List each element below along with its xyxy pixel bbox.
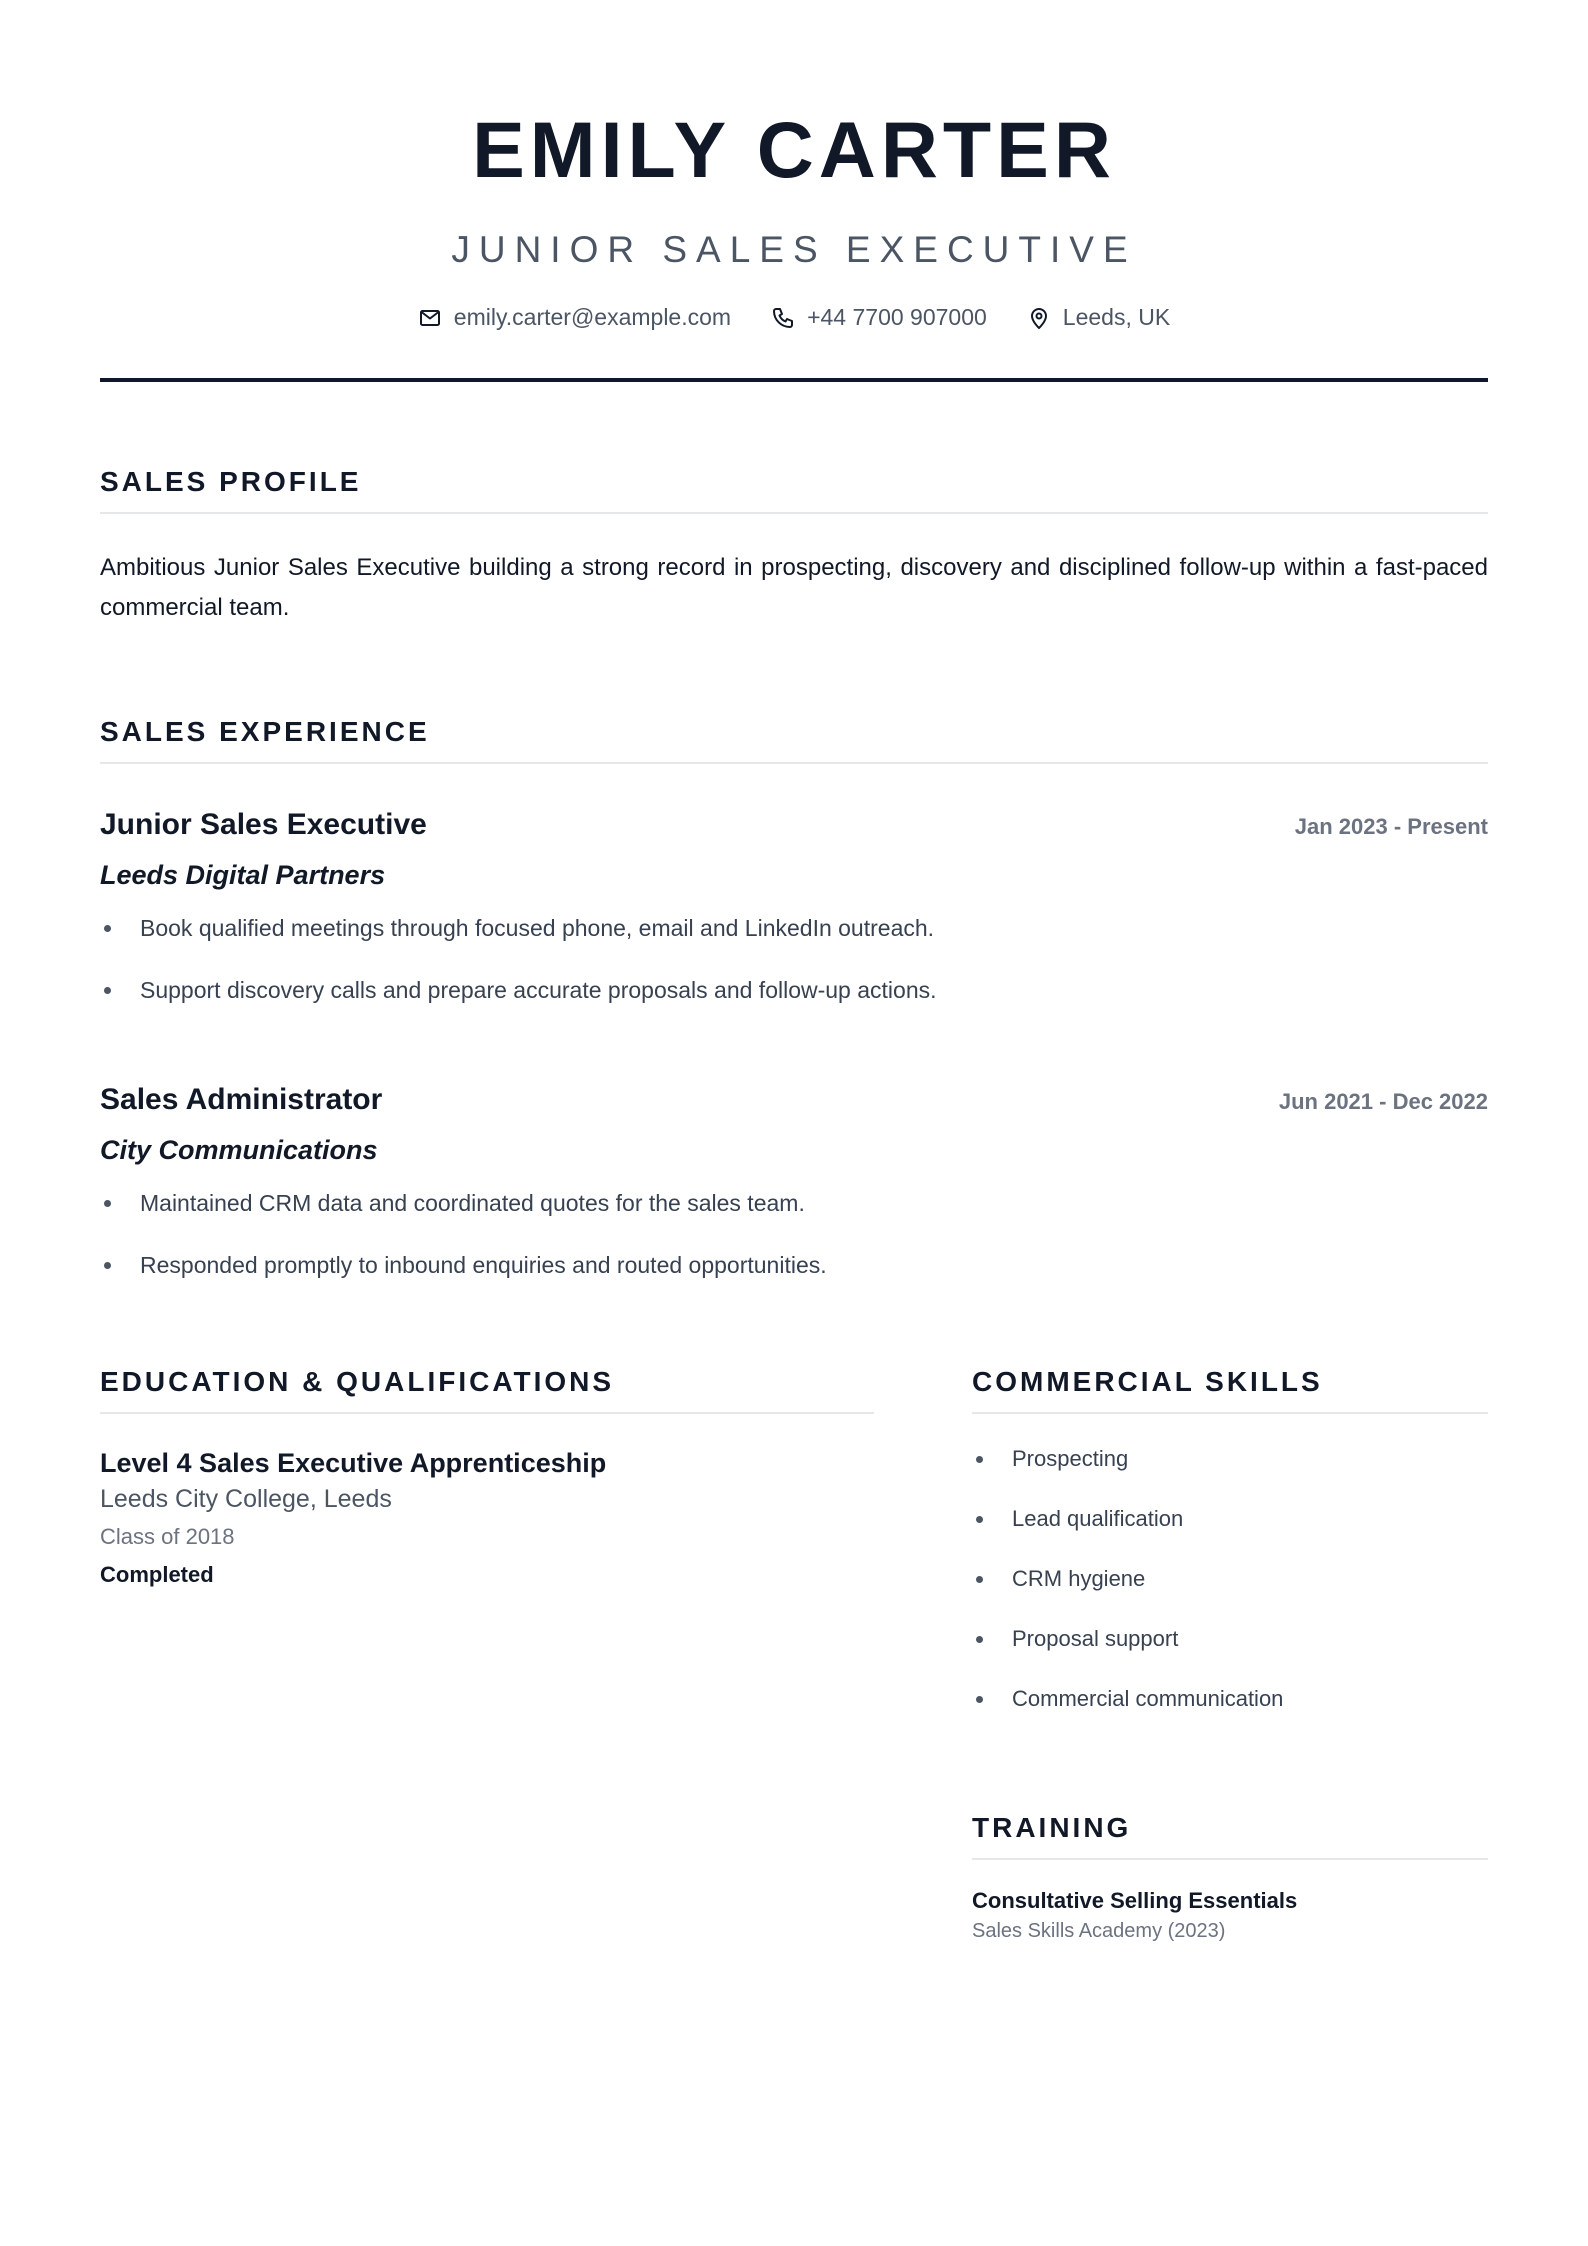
email-text: emily.carter@example.com: [453, 304, 732, 330]
job-company: City Communications: [100, 1135, 378, 1165]
section-heading: EDUCATION & QUALIFICATIONS: [100, 1366, 615, 1397]
training-section: [972, 1812, 1488, 1943]
profile-section: [100, 466, 1488, 628]
phone-icon: [771, 306, 795, 330]
experience-section: [100, 716, 1488, 1282]
section-heading: TRAINING: [972, 1812, 1132, 1843]
list-item: Responded promptly to inbound enquiries and routed opportunities.: [100, 1248, 1488, 1282]
training-course: Consultative Selling Essentials: [972, 1888, 1298, 1913]
job-role: Sales Administrator: [100, 1083, 383, 1116]
header-divider: [100, 378, 1488, 382]
candidate-title: JUNIOR SALES EXECUTIVE: [451, 229, 1137, 270]
education-section: [100, 1366, 874, 1943]
skills-section: [972, 1366, 1488, 1742]
skill-item: CRM hygiene: [972, 1562, 1488, 1622]
job-dates: Jan 2023 - Present: [1294, 814, 1488, 839]
contact-location: [1027, 304, 1170, 331]
section-divider: [972, 1412, 1488, 1414]
job-company: Leeds Digital Partners: [100, 860, 386, 890]
skill-item: Proposal support: [972, 1622, 1488, 1682]
mail-icon: [418, 306, 442, 330]
job-entry: [100, 808, 1488, 1007]
skill-item: Lead qualification: [972, 1502, 1488, 1562]
section-heading: COMMERCIAL SKILLS: [972, 1366, 1323, 1397]
resume-header: [100, 0, 1488, 382]
location-pin-icon: [1027, 306, 1051, 330]
contact-email[interactable]: [418, 304, 731, 331]
job-entry: [100, 1083, 1488, 1282]
profile-summary: Ambitious Junior Sales Executive building a strong record in prospecting, discovery and disciplined follow-up within a fast-paced commercial team.: [100, 554, 1488, 621]
contact-phone[interactable]: [771, 304, 987, 331]
qualification-status: Completed: [100, 1562, 214, 1587]
right-column: [972, 1366, 1488, 1943]
qualification-title: Level 4 Sales Executive Apprenticeship: [100, 1448, 607, 1478]
training-provider: Sales Skills Academy (2023): [972, 1920, 1226, 1942]
location-text: Leeds, UK: [1062, 304, 1171, 330]
school-name: Leeds City College, Leeds: [100, 1485, 392, 1513]
skill-item: Prospecting: [972, 1442, 1488, 1502]
contact-row: [100, 304, 1488, 331]
section-divider: [100, 762, 1488, 764]
section-divider: [100, 1412, 874, 1414]
candidate-name: EMILY CARTER: [472, 105, 1116, 194]
job-bullets: [100, 911, 1488, 1007]
job-header: [100, 808, 1488, 842]
skills-list: [972, 1442, 1488, 1742]
list-item: Book qualified meetings through focused phone, email and LinkedIn outreach.: [100, 911, 1488, 945]
phone-text: +44 7700 907000: [807, 304, 987, 330]
job-dates: Jun 2021 - Dec 2022: [1278, 1089, 1488, 1114]
two-column-area: [100, 1366, 1488, 1943]
job-header: [100, 1083, 1488, 1117]
list-item: Support discovery calls and prepare accurate proposals and follow-up actions.: [100, 973, 1488, 1007]
skill-item: Commercial communication: [972, 1682, 1488, 1742]
graduation-year: Class of 2018: [100, 1524, 235, 1549]
section-divider: [100, 512, 1488, 514]
section-divider: [972, 1858, 1488, 1860]
section-heading: SALES EXPERIENCE: [100, 716, 430, 747]
job-role: Junior Sales Executive: [100, 808, 427, 841]
list-item: Maintained CRM data and coordinated quotes for the sales team.: [100, 1186, 1488, 1220]
section-heading: SALES PROFILE: [100, 466, 362, 497]
job-bullets: [100, 1186, 1488, 1282]
